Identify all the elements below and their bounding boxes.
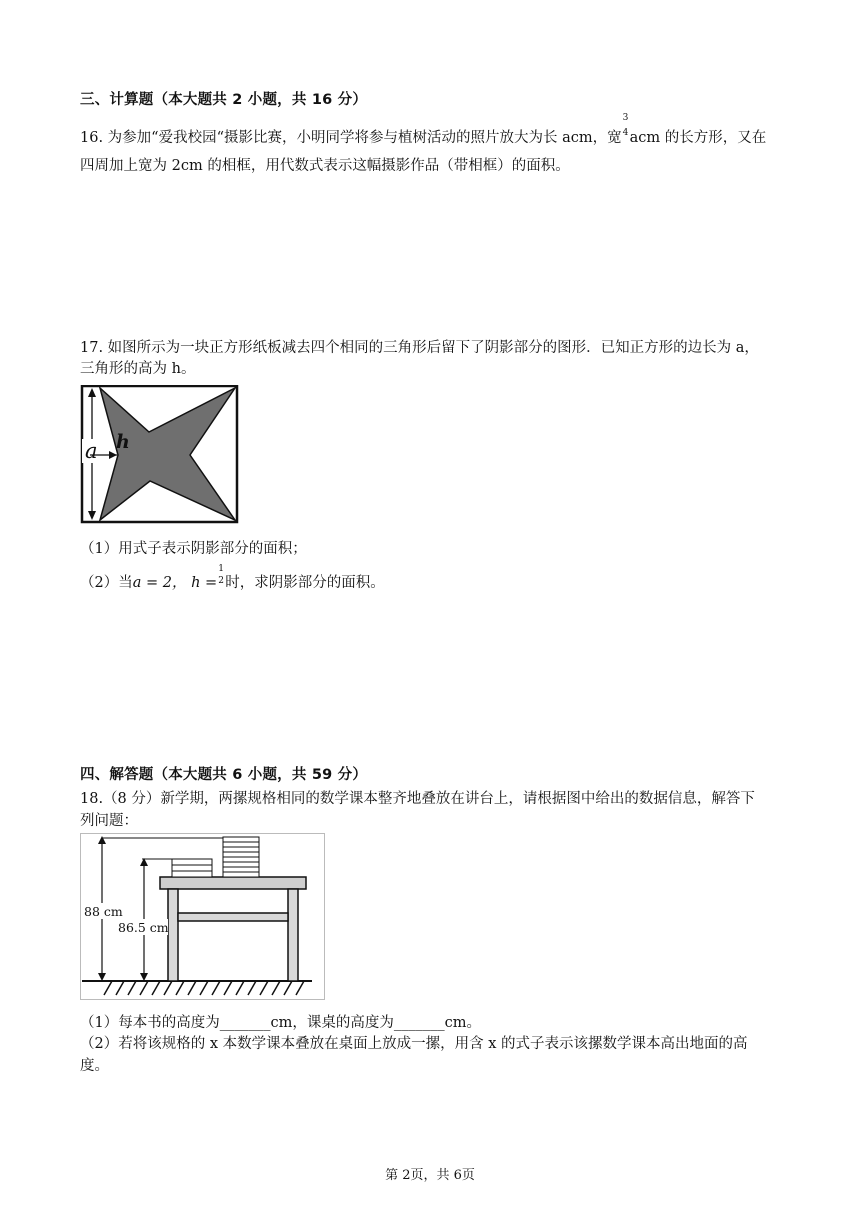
desk-top: [160, 877, 306, 889]
section-four-heading: 四、解答题（本大题共 6 小题，共 59 分）: [80, 767, 368, 783]
q16-text-part-2: acm 的长方形，又在: [629, 130, 767, 146]
q17-sub2-suffix: 时，求阴影部分的面积。: [225, 575, 385, 591]
label-h: h: [116, 431, 130, 453]
q18-line-1: 18.（8 分）新学期，两摞规格相同的数学课本整齐地叠放在讲台上，请根据图中给出的数据信息，解答下: [80, 791, 755, 807]
q17-square-figure: [80, 385, 240, 525]
q17-line-1: 17. 如图所示为一块正方形纸板减去四个相同的三角形后留下了阴影部分的图形．已知正方形的边长为 a，: [80, 340, 759, 356]
q17-sub-2: [80, 564, 385, 592]
desk-left-leg: [168, 889, 178, 981]
q16-fraction-denominator: 4: [622, 128, 629, 138]
q16-fraction: [622, 113, 630, 142]
q16-text-part-1: 16. 为参加“爱我校园“摄影比赛，小明同学将参与植树活动的照片放大为长 acm，宽: [80, 130, 622, 146]
q17-sub2-fraction: [217, 564, 225, 587]
label-a: a: [85, 439, 98, 463]
q18-line-2: 列问题：: [80, 813, 138, 829]
q17-line-2: 三角形的高为 h。: [80, 361, 196, 377]
page-number-footer: 第 2页，共 6页: [385, 1168, 475, 1183]
q18-sub-1: （1）每本书的高度为_______cm，课桌的高度为_______cm。: [80, 1015, 481, 1031]
short-book-stack: [172, 859, 212, 877]
q16-line-2: 四周加上宽为 2cm 的相框，用代数式表示这幅摄影作品（带相框）的面积。: [80, 158, 570, 174]
q17-sub2-fraction-denominator: 2: [218, 576, 224, 586]
q18-sub-2-line-2: 度。: [80, 1058, 109, 1074]
q18-sub-2-line-1: （2）若将该规格的 x 本数学课本叠放在桌面上放成一摞，用含 x 的式子表示该摞数学课本高出地面的高: [80, 1036, 748, 1052]
q17-sub2-expr-a: a = 2，: [132, 575, 187, 591]
q17-sub-1: （1）用式子表示阴影部分的面积；: [80, 541, 307, 557]
desk-right-leg: [288, 889, 298, 981]
label-86-5-cm: 86.5 cm: [118, 920, 169, 935]
tall-book-stack: [223, 837, 259, 877]
section-three-heading: 三、计算题（本大题共 2 小题，共 16 分）: [80, 92, 368, 108]
desk-crossbar: [178, 913, 288, 921]
q16-fraction-numerator: 3: [622, 113, 629, 123]
q18-desk-figure: [80, 833, 326, 1001]
q17-sub2-fraction-numerator: 1: [218, 564, 224, 574]
label-88-cm: 88 cm: [84, 904, 123, 919]
q16-line-1: [80, 113, 767, 147]
q17-sub2-prefix: （2）当: [80, 575, 133, 591]
q17-sub2-expr-h: h =: [191, 575, 218, 591]
